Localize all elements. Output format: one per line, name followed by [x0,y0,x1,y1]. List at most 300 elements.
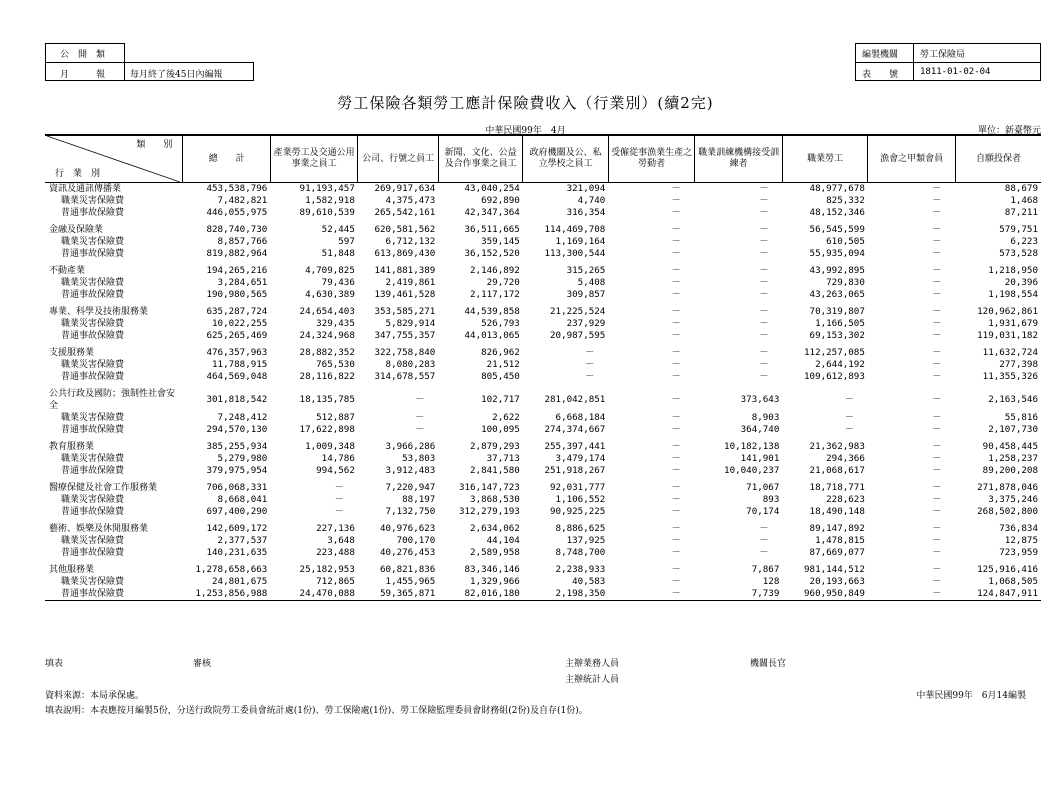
col-header-fishery: 受僱從事漁業生產之勞動者 [608,135,695,183]
table-cell: 994,562 [316,465,355,476]
table-cell: 44,013,065 [464,330,520,341]
table-cell: 194,265,216 [206,265,268,276]
table-cell: － [671,482,681,493]
row-sublabel: 普通事故保險費 [61,331,125,341]
table-cell: 55,935,094 [809,248,865,259]
table-cell: 24,470,088 [270,588,358,601]
table-cell: 7,248,412 [217,412,268,423]
table-row [45,453,1041,465]
table-cell: 446,055,975 [206,207,268,218]
table-cell: 24,324,968 [299,330,355,341]
table-cell: 312,279,193 [458,506,520,517]
table-cell: 8,903 [751,412,780,423]
table-row [45,277,1041,289]
table-cell: 5,279,980 [217,453,268,464]
table-row [45,506,1041,518]
row-industry-label: 金融及保險業 [49,225,104,235]
table-cell: 301,818,542 [206,394,268,405]
table-cell: 43,263,065 [809,289,865,300]
table-cell: 21,068,617 [809,465,865,476]
table-cell: － [585,359,595,370]
table-cell: 476,357,963 [206,347,268,358]
table-cell: 70,174 [746,506,780,517]
table-cell: 315,265 [566,265,606,276]
table-row [45,248,1041,260]
table-cell: － [334,482,344,493]
table-cell: － [932,494,942,505]
table-cell: － [671,371,681,382]
row-sublabel: 普通事故保險費 [61,507,125,517]
table-cell: － [932,394,942,405]
table-cell: 2,198,350 [523,588,609,601]
table-cell: 1,258,237 [988,453,1038,464]
table-cell: － [759,277,769,288]
table-cell: 277,398 [999,359,1038,370]
table-cell: － [671,535,681,546]
row-industry-label: 不動產業 [49,266,86,276]
table-row [45,388,1041,412]
table-cell: 251,918,267 [544,465,606,476]
report-date: 中華民國99年 4月 [485,126,566,136]
table-cell: 1,198,554 [988,289,1038,300]
row-sublabel: 職業災害保險費 [61,237,125,247]
table-cell: 373,643 [740,394,780,405]
table-cell: － [415,424,425,435]
table-cell: 56,545,599 [809,224,865,235]
table-cell: － [671,576,681,587]
table-cell: 18,135,785 [299,394,355,405]
table-cell: 88,197 [402,494,436,505]
table-cell: － [671,318,681,329]
table-cell: 309,857 [566,289,606,300]
row-sublabel: 職業災害保險費 [61,319,125,329]
table-cell: － [932,424,942,435]
table-cell: 2,107,730 [988,424,1038,435]
table-cell: 113,300,544 [544,248,606,259]
table-cell: 5,408 [577,277,606,288]
instruction-note: 填表說明：本表應按月編製5份，分送行政院勞工委員會統計處(1份)、勞工保險處(1份)、勞工保險監理委員會財務組(2份)及自存(1份)。 [45,706,588,716]
table-cell: 1,468 [1010,195,1038,206]
table-cell: 3,479,174 [555,453,606,464]
row-sublabel: 普通事故保險費 [61,372,125,382]
table-row [45,547,1041,559]
table-cell: － [671,265,681,276]
row-sublabel: 職業災害保險費 [61,454,125,464]
table-cell: － [932,183,942,194]
page-title: 勞工保險各類勞工應計保險費收入（行業別）(續2完) [337,94,714,112]
table-cell: 18,718,771 [809,482,865,493]
table-cell: － [671,465,681,476]
table-cell: － [932,318,942,329]
table-cell: 14,786 [321,453,355,464]
table-cell: 620,581,562 [374,224,436,235]
table-cell: 2,163,546 [988,394,1038,405]
table-row [45,424,1041,436]
table-cell: 1,278,658,663 [195,564,268,575]
row-industry-label: 其他服務業 [49,565,95,575]
table-cell: 2,377,537 [217,535,268,546]
table-cell: 48,977,678 [809,183,865,194]
table-cell: 2,879,293 [470,441,520,452]
table-cell: 20,987,595 [550,330,606,341]
table-cell: － [844,412,854,423]
table-cell: 635,287,724 [206,306,268,317]
table-cell: 712,865 [316,576,355,587]
corner-top-label: 類 別 [136,140,173,150]
table-row [45,306,1041,318]
period-label: 月 報 [60,70,106,80]
compiled-date: 中華民國99年 6月14編製 [916,691,1026,701]
table-cell: － [671,277,681,288]
table-cell: 1,009,348 [305,441,355,452]
table-cell: － [759,330,769,341]
table-cell: 353,585,271 [374,306,436,317]
agency-label: 編製機關 [862,50,899,60]
table-row [45,224,1041,236]
table-cell: － [932,248,942,259]
table-cell: 6,223 [1010,236,1038,247]
row-sublabel: 職業災害保險費 [61,278,125,288]
table-cell: 2,589,958 [470,547,520,558]
table-cell: － [671,306,681,317]
table-row [45,359,1041,371]
table-row [45,482,1041,494]
table-cell: － [932,412,942,423]
row-sublabel: 普通事故保險費 [61,466,125,476]
table-cell: 83,346,146 [464,564,520,575]
table-cell: 190,980,565 [206,289,268,300]
table-cell: 2,644,192 [815,359,865,370]
table-cell: 89,610,539 [299,207,355,218]
table-cell: － [759,523,769,534]
table-cell: 825,332 [826,195,865,206]
table-cell: － [334,506,344,517]
row-industry-label: 公共行政及國防；強制性社會安全 [49,389,176,411]
table-cell: 10,040,237 [724,465,780,476]
table-cell: 359,145 [481,236,520,247]
table-cell: 88,679 [1004,183,1038,194]
table-row [45,371,1041,383]
table-cell: 274,374,667 [544,424,606,435]
table-cell: 227,136 [316,523,355,534]
table-cell: 314,678,557 [374,371,436,382]
table-cell: 20,396 [1004,277,1038,288]
table-cell: － [671,359,681,370]
table-cell: － [932,453,942,464]
table-cell: － [585,371,595,382]
unit-label: 單位：新臺幣元 [977,126,1041,136]
table-row [45,289,1041,301]
table-cell: 21,362,983 [809,441,865,452]
table-cell: － [932,277,942,288]
table-cell: 579,751 [999,224,1038,235]
table-cell: 59,365,871 [358,588,438,601]
table-cell: － [759,535,769,546]
period-value: 每月終了後45日內編報 [130,70,223,80]
table-cell: 4,375,473 [385,195,436,206]
table-cell: － [671,195,681,206]
table-cell: － [671,412,681,423]
table-cell: 69,153,302 [809,330,865,341]
table-cell: － [671,347,681,358]
table-cell: 597 [338,236,355,247]
col-header-press: 新聞、文化、公益及合作事業之員工 [438,135,523,183]
table-cell: 43,992,895 [809,265,865,276]
table-cell: 960,950,849 [782,588,868,601]
table-cell: － [759,265,769,276]
table-cell: 265,542,161 [374,207,436,218]
table-cell: － [415,412,425,423]
table-cell: 322,758,840 [374,347,436,358]
table-cell: － [932,195,942,206]
table-cell: 11,632,724 [982,347,1038,358]
table-cell: 3,966,286 [385,441,436,452]
table-row [45,195,1041,207]
agency-value: 勞工保險局 [920,50,966,60]
table-cell: 87,669,077 [809,547,865,558]
table-cell: 10,182,138 [724,441,780,452]
table-cell: 700,170 [396,535,436,546]
table-cell: － [671,564,681,575]
table-cell: 92,031,777 [550,482,606,493]
table-row [45,564,1041,576]
table-row [45,465,1041,477]
row-sublabel: 職業災害保險費 [61,360,125,370]
divider [913,43,914,81]
table-cell: 8,668,041 [217,494,268,505]
table-cell: 4,740 [577,195,606,206]
table-cell: 21,225,524 [550,306,606,317]
table-cell: 1,931,679 [988,318,1038,329]
table-cell: 100,095 [481,424,520,435]
table-cell: － [671,424,681,435]
table-cell: － [932,306,942,317]
table-cell: 79,436 [321,277,355,288]
stats-head-label: 主辦統計人員 [565,675,620,685]
col-header-occupational: 職業勞工 [782,135,868,183]
table-cell: 2,419,861 [385,277,436,288]
table-cell: 24,801,675 [212,576,268,587]
table-cell: 17,622,898 [299,424,355,435]
table-cell: － [671,236,681,247]
table-cell: 51,848 [321,248,355,259]
table-cell: － [932,564,942,575]
table-cell: － [759,371,769,382]
row-sublabel: 普通事故保險費 [45,588,183,601]
table-row [45,347,1041,359]
table-cell: 3,375,246 [988,494,1038,505]
table-cell: － [932,236,942,247]
table-cell: 526,793 [481,318,520,329]
table-cell: 828,740,730 [206,224,268,235]
table-cell: － [759,547,769,558]
table-cell: 8,857,766 [217,236,268,247]
table-cell: － [671,224,681,235]
table-cell: 120,962,861 [977,306,1038,317]
table-cell: － [415,394,425,405]
table-cell: 2,117,172 [470,289,520,300]
table-cell: 90,458,445 [982,441,1038,452]
table-cell: 765,530 [316,359,355,370]
table-cell: 44,104 [486,535,520,546]
table-cell: 3,648 [327,535,355,546]
table-row [45,183,1041,196]
divider [45,62,125,63]
table-cell: 7,220,947 [385,482,436,493]
table-cell: 3,284,651 [217,277,268,288]
table-cell: － [932,523,942,534]
table-cell: 8,748,700 [555,547,606,558]
table-row [45,265,1041,277]
table-cell: － [759,207,769,218]
table-cell: 141,901 [740,453,780,464]
table-cell: － [844,424,854,435]
table-cell: 347,755,357 [374,330,436,341]
table-cell: 137,925 [566,535,606,546]
table-cell: 736,834 [999,523,1038,534]
row-sublabel: 普通事故保險費 [61,249,125,259]
table-cell: 28,116,822 [299,371,355,382]
table-cell: 1,253,856,988 [183,588,271,601]
table-label: 表 號 [862,70,899,80]
table-cell: 52,445 [321,224,355,235]
table-cell: 89,147,892 [809,523,865,534]
row-industry-label: 醫療保健及社會工作服務業 [49,483,158,493]
table-cell: 329,435 [316,318,355,329]
table-cell: 316,147,723 [458,482,520,493]
table-cell: 3,868,530 [470,494,520,505]
table-cell: 893 [762,494,780,505]
table-cell: － [334,494,344,505]
row-sublabel: 職業災害保險費 [61,536,125,546]
table-cell: － [759,248,769,259]
table-cell: 385,255,934 [206,441,268,452]
row-industry-label: 資訊及通訊傳播業 [49,184,122,194]
table-cell: 1,455,965 [385,576,436,587]
row-industry-label: 藝術、娛樂及休閒服務業 [49,524,149,534]
table-cell: 5,829,914 [385,318,436,329]
table-cell: 18,490,148 [809,506,865,517]
table-cell: 1,478,815 [815,535,865,546]
table-cell: － [932,289,942,300]
table-cell: 294,570,130 [206,424,268,435]
table-cell: 7,739 [695,588,783,601]
agency-head-label: 機關長官 [750,659,787,669]
table-cell: － [868,588,956,601]
table-cell: 12,875 [1004,535,1038,546]
table-cell: 453,538,796 [206,183,268,194]
table-cell: － [671,289,681,300]
table-cell: 87,211 [1004,207,1038,218]
table-value: 1811-01-02-04 [920,67,991,77]
reviewer-label: 審核 [193,659,212,669]
table-cell: 119,031,182 [977,330,1038,341]
table-cell: 48,152,346 [809,207,865,218]
table-cell: 2,841,580 [470,465,520,476]
table-cell: 102,717 [481,394,520,405]
table-cell: － [932,359,942,370]
table-cell: － [759,183,769,194]
table-cell: 1,068,505 [988,576,1038,587]
table-cell: 82,016,180 [438,588,523,601]
table-cell: 40,976,623 [380,523,436,534]
row-sublabel: 普通事故保險費 [61,208,125,218]
table-cell: 36,511,665 [464,224,520,235]
table-cell: 255,397,441 [544,441,606,452]
table-cell: － [932,441,942,452]
table-cell: 11,355,326 [982,371,1038,382]
table-cell: 805,450 [481,371,520,382]
table-cell: 826,962 [481,347,520,358]
table-row [45,535,1041,547]
table-cell: 625,265,469 [206,330,268,341]
table-cell: － [844,394,854,405]
business-head-label: 主辦業務人員 [565,659,620,669]
table-row [45,523,1041,535]
table-cell: 4,630,389 [305,289,355,300]
table-cell: 223,488 [316,547,355,558]
corner-header [45,135,183,183]
table-cell: 316,354 [566,207,606,218]
table-cell: － [671,506,681,517]
table-cell: 55,816 [1004,412,1038,423]
table-cell: 89,200,208 [982,465,1038,476]
col-header-government: 政府機關及公、私立學校之員工 [523,135,609,183]
table-cell: 228,623 [826,494,865,505]
table-cell: 692,890 [481,195,520,206]
table-cell: － [759,236,769,247]
table-cell: 10,022,255 [212,318,268,329]
table-cell: 8,080,283 [385,359,436,370]
table-cell: 573,528 [999,248,1038,259]
table-cell: 29,720 [486,277,520,288]
table-cell: － [932,265,942,276]
table-cell: 20,193,663 [809,576,865,587]
table-cell: 1,106,552 [555,494,606,505]
table-cell: 71,067 [746,482,780,493]
table-cell: － [671,394,681,405]
table-cell: 91,193,457 [299,183,355,194]
table-cell: 43,040,254 [464,183,520,194]
table-cell: 141,881,389 [374,265,436,276]
col-header-fishermen: 漁會之甲類會員 [868,135,956,183]
table-cell: 6,668,184 [555,412,606,423]
table-cell: 28,882,352 [299,347,355,358]
table-row [45,318,1041,330]
table-cell: 2,622 [492,412,520,423]
table-cell: － [759,359,769,370]
table-row [45,588,1041,601]
table-cell: 90,925,225 [550,506,606,517]
table-cell: － [585,347,595,358]
table-row [45,494,1041,506]
table-cell: 7,482,821 [217,195,268,206]
table-cell: － [932,535,942,546]
table-cell: 7,132,750 [385,506,436,517]
table-cell: － [932,576,942,587]
table-cell: 464,569,048 [206,371,268,382]
table-row [45,412,1041,424]
table-cell: － [671,248,681,259]
table-cell: 697,400,290 [206,506,268,517]
table-cell: 112,257,085 [804,347,865,358]
table-cell: 140,231,635 [206,547,268,558]
col-header-company: 公司、行號之員工 [358,135,438,183]
filler-label: 填表 [45,659,64,669]
table-cell: － [932,207,942,218]
table-row [45,207,1041,219]
table-cell: 379,975,954 [206,465,268,476]
